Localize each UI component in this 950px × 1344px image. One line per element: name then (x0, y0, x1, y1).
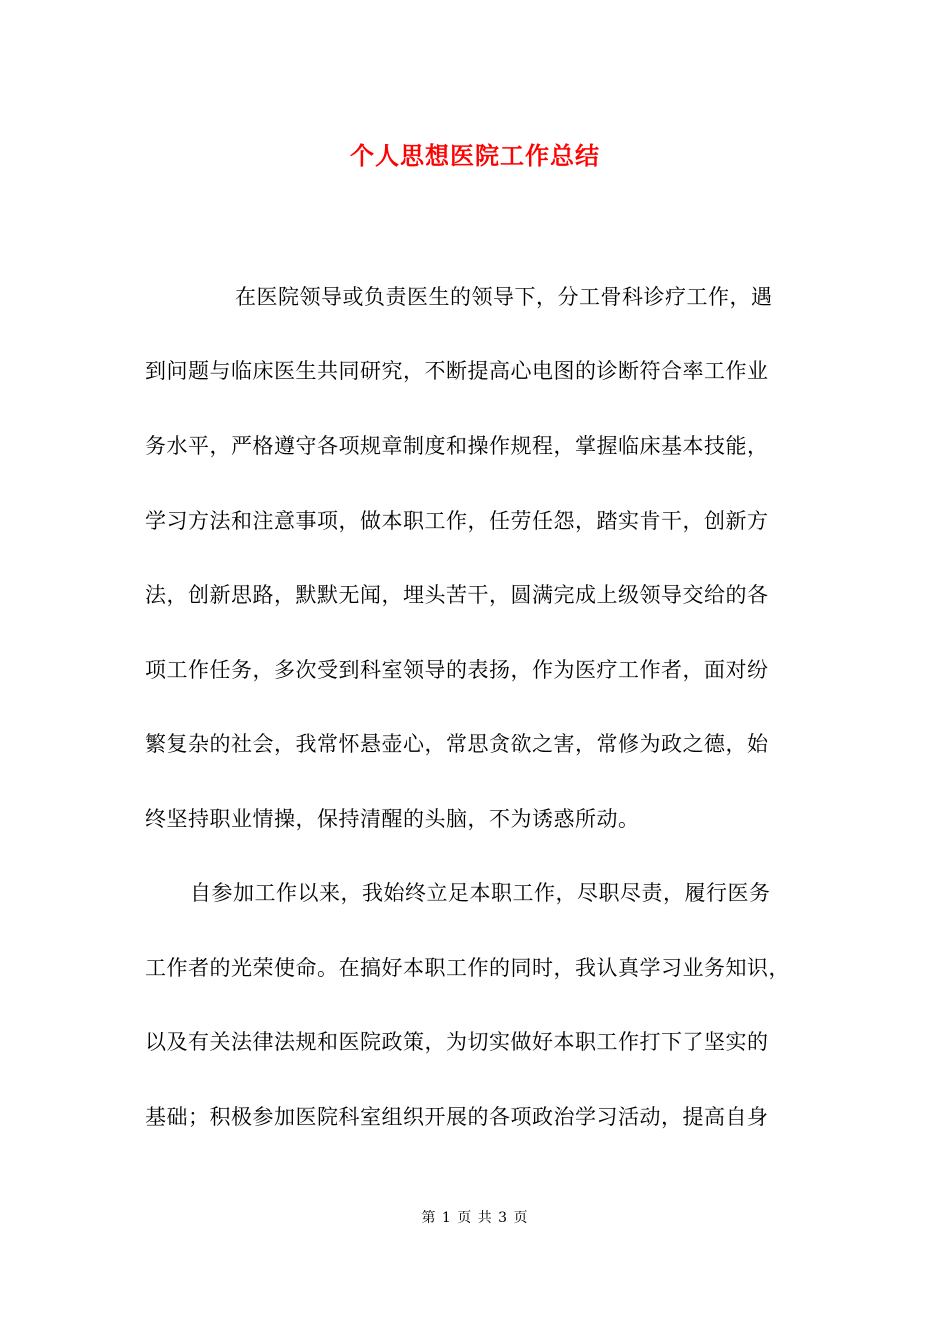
paragraph-line: 基础；积极参加医院科室组织开展的各项政治学习活动，提高自身 (145, 1105, 769, 1129)
paragraph-line: 在医院领导或负责医生的领导下，分工骨科诊疗工作，遇 (235, 285, 773, 309)
paragraph-line: 以及有关法律法规和医院政策，为切实做好本职工作打下了坚实的 (145, 1030, 769, 1054)
paragraph-line: 项工作任务，多次受到科室领导的表扬，作为医疗工作者，面对纷 (145, 658, 769, 682)
paragraph-line: 自参加工作以来，我始终立足本职工作，尽职尽责，履行医务 (190, 881, 771, 905)
paragraph-line: 务水平，严格遵守各项规章制度和操作规程，掌握临床基本技能， (145, 434, 769, 458)
page-number-footer: 第 1 页 共 3 页 (421, 1210, 529, 1226)
paragraph-line: 繁复杂的社会，我常怀悬壶心，常思贪欲之害，常修为政之德，始 (145, 732, 769, 756)
document-title: 个人思想医院工作总结 (350, 141, 600, 170)
paragraph-line: 法，创新思路，默默无闻，埋头苦干，圆满完成上级领导交给的各 (145, 583, 769, 607)
paragraph-line: 学习方法和注意事项，做本职工作，任劳任怨，踏实肯干，创新方 (145, 509, 769, 533)
paragraph-line: 到问题与临床医生共同研究，不断提高心电图的诊断符合率工作业 (145, 359, 769, 383)
paragraph-line: 终坚持职业情操，保持清醒的头脑，不为诱惑所动。 (145, 807, 640, 831)
paragraph-line: 工作者的光荣使命。在搞好本职工作的同时，我认真学习业务知识， (145, 956, 790, 980)
